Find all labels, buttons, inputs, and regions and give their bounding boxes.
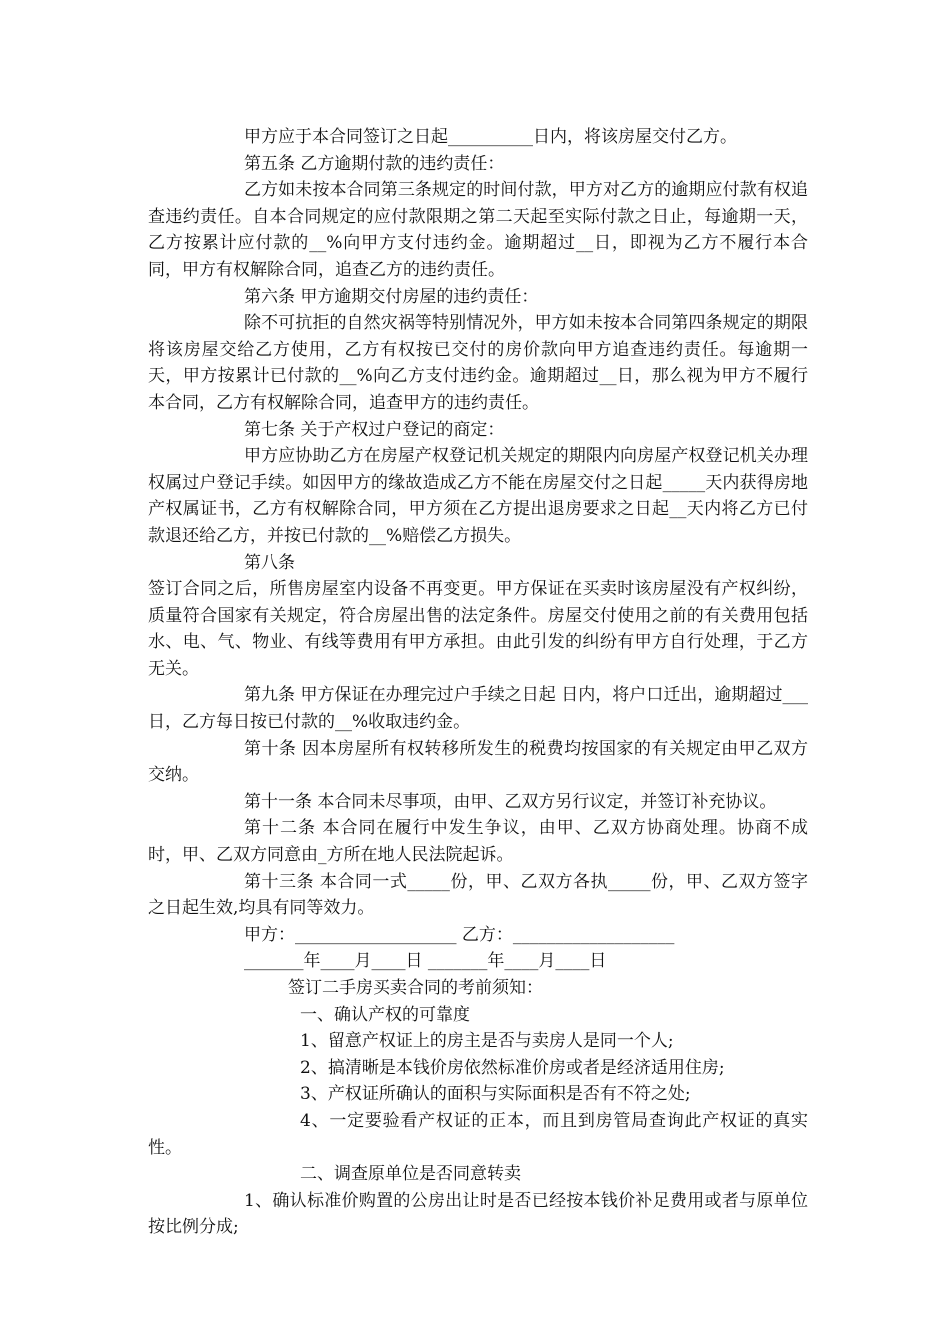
article-5-heading: 第五条 乙方逾期付款的违约责任： xyxy=(244,153,505,174)
notes-title: 签订二手房买卖合同的考前须知： xyxy=(288,978,543,998)
article-8-heading: 第八条 xyxy=(244,552,295,573)
signature-line: 甲方：___________________ 乙方：___________________ xyxy=(244,924,675,945)
article-12: 第十二条 本合同在履行中发生争议，由甲、乙双方协商处理。协商不成时，甲、乙双方同意由_方所在地人民法院起诉。 xyxy=(148,818,808,866)
article-7-body: 甲方应协助乙方在房屋产权登记机关规定的期限内向房屋产权登记机关办理权属过户登记手续。如因甲方的缘故造成乙方不能在房屋交付之日起_____天内获得房地产权属证书，乙方有权解除合同，甲方须在乙方提出退房要求之日起__天内将乙方已付款退还给乙方，并按已付款的__%赔偿乙方损失。 xyxy=(148,446,808,546)
document-page xyxy=(148,124,808,1241)
article-5-body: 乙方如未按本合同第三条规定的时间付款，甲方对乙方的逾期应付款有权追查违约责任。自本合同规定的应付款限期之第二天起至实际付款之日止，每逾期一天，乙方按累计应付款的__%向甲方支付违约金。逾期超过__日，即视为乙方不履行本合同，甲方有权解除合同，追查乙方的违约责任。 xyxy=(148,180,808,280)
article-10: 第十条 因本房屋所有权转移所发生的税费均按国家的有关规定由甲乙双方交纳。 xyxy=(148,738,808,786)
article-7-heading: 第七条 关于产权过户登记的商定： xyxy=(244,419,505,440)
article-6-heading: 第六条 甲方逾期交付房屋的违约责任： xyxy=(244,286,539,307)
section-1-heading: 一、确认产权的可靠度 xyxy=(300,1004,470,1025)
section-1-item-2: 2、搞清晰是本钱价房依然标准价房或者是经济适用住房; xyxy=(300,1057,725,1078)
article-6-body: 除不可抗拒的自然灾祸等特别情况外，甲方如未按本合同第四条规定的期限将该房屋交给乙方使用，乙方有权按已交付的房价款向甲方追查违约责任。每逾期一天，甲方按累计已付款的__%向乙方支付违约金。逾期超过__日，那么视为甲方不履行本合同，乙方有权解除合同，追查甲方的违约责任。 xyxy=(148,313,808,413)
article-9: 第九条 甲方保证在办理完过户手续之日起 日内，将户口迁出，逾期超过___日，乙方每日按已付款的__%收取违约金。 xyxy=(148,685,808,733)
section-1-item-3: 3、产权证所确认的面积与实际面积是否有不符之处; xyxy=(300,1084,691,1105)
section-1-item-4: 4、一定要验看产权证的正本，而且到房管局查询此产权证的真实性。 xyxy=(148,1110,808,1158)
section-2-heading: 二、调查原单位是否同意转卖 xyxy=(300,1164,521,1185)
paragraph-delivery-deadline: 甲方应于本合同签订之日起__________日内，将该房屋交付乙方。 xyxy=(244,127,737,147)
section-1-item-1: 1、留意产权证上的房主是否与卖房人是同一个人; xyxy=(300,1031,674,1052)
date-line: _______年____月____日 _______年____月____日 xyxy=(244,951,607,972)
article-13: 第十三条 本合同一式_____份，甲、乙双方各执_____份，甲、乙双方签字之日起生效,均具有同等效力。 xyxy=(148,871,808,919)
section-2-item-1: 1、确认标准价购置的公房出让时是否已经按本钱价补足费用或者与原单位按比例分成; xyxy=(148,1190,808,1238)
article-8-body: 签订合同之后，所售房屋室内设备不再变更。甲方保证在买卖时该房屋没有产权纠纷，质量符合国家有关规定，符合房屋出售的法定条件。房屋交付使用之前的有关费用包括水、电、气、物业、有线等费用有甲方承担。由此引发的纠纷有甲方自行处理，于乙方无关。 xyxy=(148,579,808,679)
article-11: 第十一条 本合同未尽事项，由甲、乙双方另行议定，并签订补充协议。 xyxy=(244,791,777,812)
